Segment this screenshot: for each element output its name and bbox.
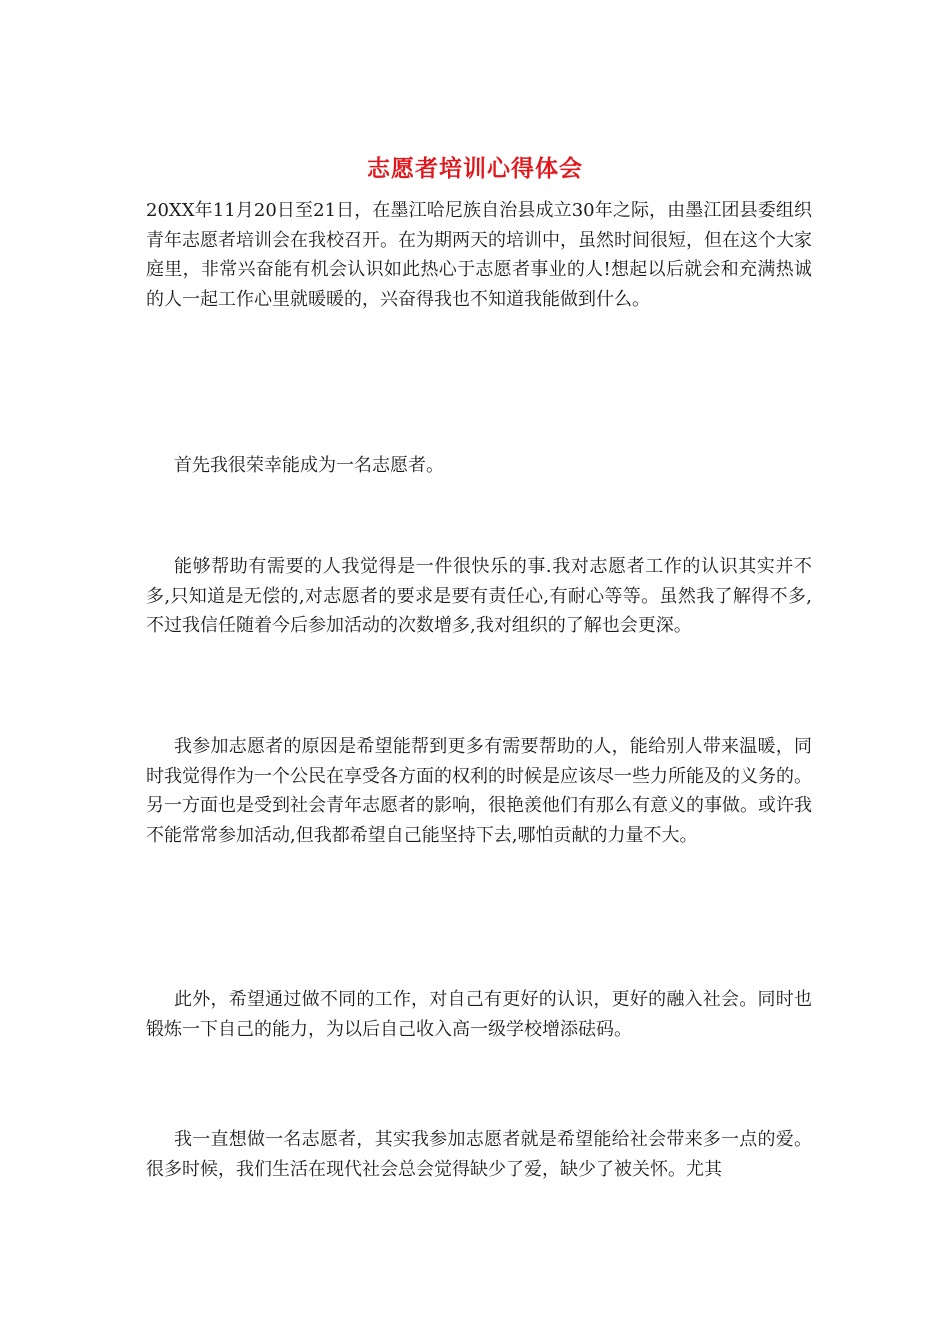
paragraph-intro: 20XX年11月20日至21日，在墨江哈尼族自治县成立30年之际，由墨江团县委组织青年志愿者培训会在我校召开。在为期两天的培训中，虽然时间很短，但在这个大家庭里，非常兴奋能有机会认识如此热心于志愿者事业的人!想起以后就会和充满热诚的人一起工作心里就暖暖的，兴奋得我也不知道我能做到什么。: [146, 200, 812, 310]
paragraph-growth: 此外，希望通过做不同的工作，对自己有更好的认识，更好的融入社会。同时也锻炼一下自己的能力，为以后自己收入高一级学校增添砝码。: [146, 989, 812, 1040]
paragraph-reasons: 我参加志愿者的原因是希望能帮到更多有需要帮助的人，能给别人带来温暖，同时我觉得作为一个公民在享受各方面的权利的时候是应该尽一些力所能及的义务的。另一方面也是受到社会青年志愿者的影响，很艳羡他们有那么有意义的事做。或许我不能常常参加活动,但我都希望自己能坚持下去,哪怕贡献的力量不大。: [146, 736, 812, 846]
paragraph-love: 我一直想做一名志愿者，其实我参加志愿者就是希望能给社会带来多一点的爱。很多时候，我们生活在现代社会总会觉得缺少了爱，缺少了被关怀。尤其: [146, 1129, 812, 1180]
document-title: 志愿者培训心得体会: [367, 155, 583, 182]
paragraph-honor: 首先我很荣幸能成为一名志愿者。: [174, 455, 444, 476]
paragraph-helping: 能够帮助有需要的人我觉得是一件很快乐的事.我对志愿者工作的认识其实并不多,只知道是无偿的,对志愿者的要求是要有责任心,有耐心等等。虽然我了解得不多,不过我信任随着今后参加活动的次数增多,我对组织的了解也会更深。: [146, 556, 812, 636]
